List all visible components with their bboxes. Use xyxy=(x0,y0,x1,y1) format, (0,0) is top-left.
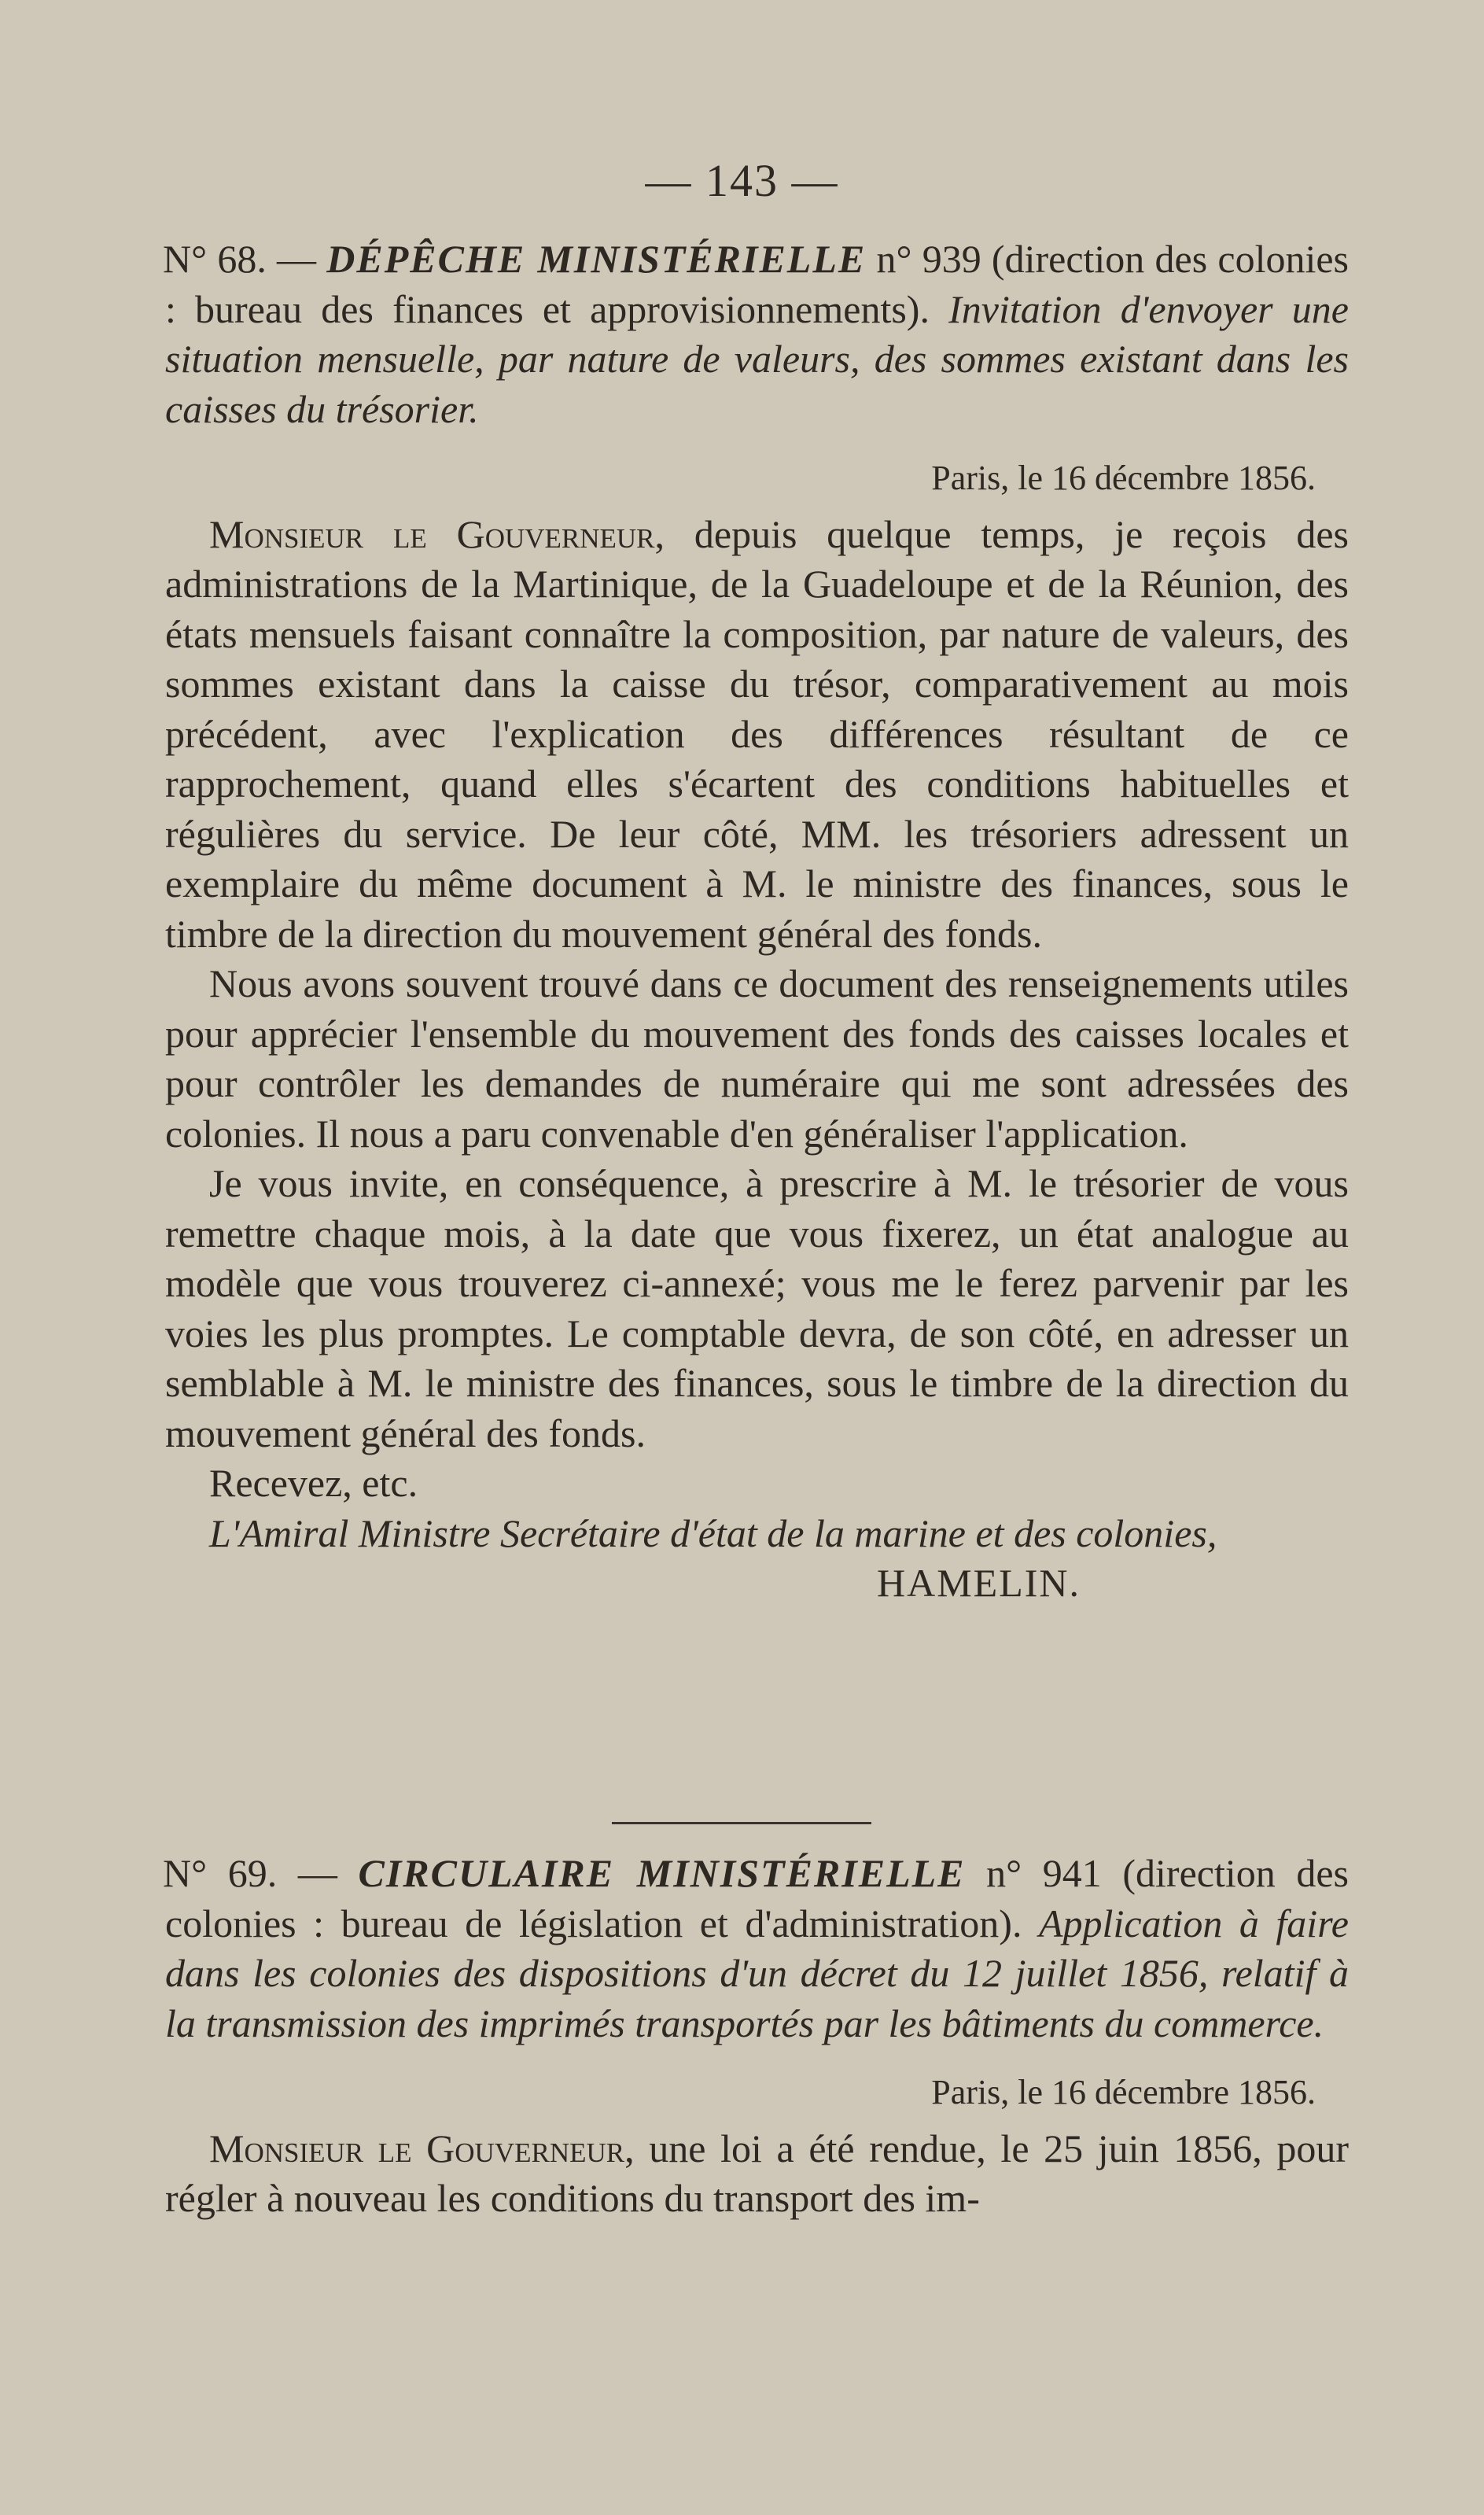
document-number: N° 68. — xyxy=(163,237,317,281)
dateline-text: Paris, le 16 décembre 1856. xyxy=(931,2073,1316,2111)
closing: Recevez, etc. xyxy=(209,1461,418,1505)
salutation: Monsieur le Gouverneur, xyxy=(209,511,665,556)
document-68 xyxy=(165,234,1349,1609)
paragraph-text: une loi a été rendue, le 25 juin 1856, pour régler à nouveau les conditions du transport des im- xyxy=(165,2126,1350,2220)
page-number: — 143 — xyxy=(645,155,839,206)
body-paragraph: Je vous invite, en conséquence, à prescrire à M. le trésorier de vous remettre chaque mois, à la date que vous fixerez, un état analogue au modèle que vous trouverez ci-annexé; vous me le ferez parvenir par les voies les plus promptes. Le comptable devra, de son côté, en adresser un semblable à M. le ministre des finances, sous le timbre de la direction du mouvement général des fonds. xyxy=(165,1161,1349,1455)
salutation: Monsieur le Gouverneur, xyxy=(209,2126,635,2170)
document-heading xyxy=(165,234,1349,434)
body-paragraph xyxy=(165,510,1349,960)
signature-title: L'Amiral Ministre Secrétaire d'état de la marine et des colonies, xyxy=(209,1510,1217,1555)
signature-name: HAMELIN. xyxy=(877,1561,1081,1605)
document-summary: Application à faire dans les colonies des dispositions d'un décret du 12 juillet 1856, relatif à la transmission des imprimés transportés par les bâtiments du commerce. xyxy=(165,1901,1349,2045)
dateline xyxy=(165,452,1349,503)
body-paragraph xyxy=(165,2124,1349,2224)
document-69 xyxy=(165,1849,1349,2224)
document-summary: Invitation d'envoyer une situation mensuelle, par nature de valeurs, des sommes existant dans les caisses du trésorier. xyxy=(165,286,1349,431)
document-reference: n° 939 (direction des colonies : bureau des finances et approvisionnements). xyxy=(165,237,1350,331)
document-kind: CIRCULAIRE MINISTÉRIELLE xyxy=(358,1851,966,1895)
dateline xyxy=(165,2066,1349,2118)
paragraph-text: depuis quelque temps, je reçois des administrations de la Martinique, de la Guadeloupe et de la Réunion, des états mensuels faisant connaître la composition, par nature de valeurs, des sommes existant dans la caisse du trésor, comparativement au mois précédent, avec l'explication des différences résultant de ce rapprochement, quand elles s'écartent des conditions habituelles et régulières du service. De leur côté, MM. les trésoriers adressent un exemplaire du même document à M. le ministre des finances, sous le timbre de la direction du mouvement général des fonds. xyxy=(165,511,1350,956)
dateline-text: Paris, le 16 décembre 1856. xyxy=(931,459,1316,497)
document-reference: n° 941 (direction des colonies : bureau de législation et d'administration). xyxy=(165,1851,1350,1945)
section-divider xyxy=(612,1822,871,1824)
body-paragraph: Nous avons souvent trouvé dans ce document des renseignements utiles pour apprécier l'ensemble du mouvement des fonds des caisses locales et pour contrôler les demandes de numéraire qui me sont adressées des colonies. Il nous a paru convenable d'en généraliser l'application. xyxy=(165,961,1349,1156)
document-kind: DÉPÊCHE MINISTÉRIELLE xyxy=(326,237,867,281)
document-number: N° 69. — xyxy=(163,1851,337,1895)
document-heading xyxy=(165,1849,1349,2049)
